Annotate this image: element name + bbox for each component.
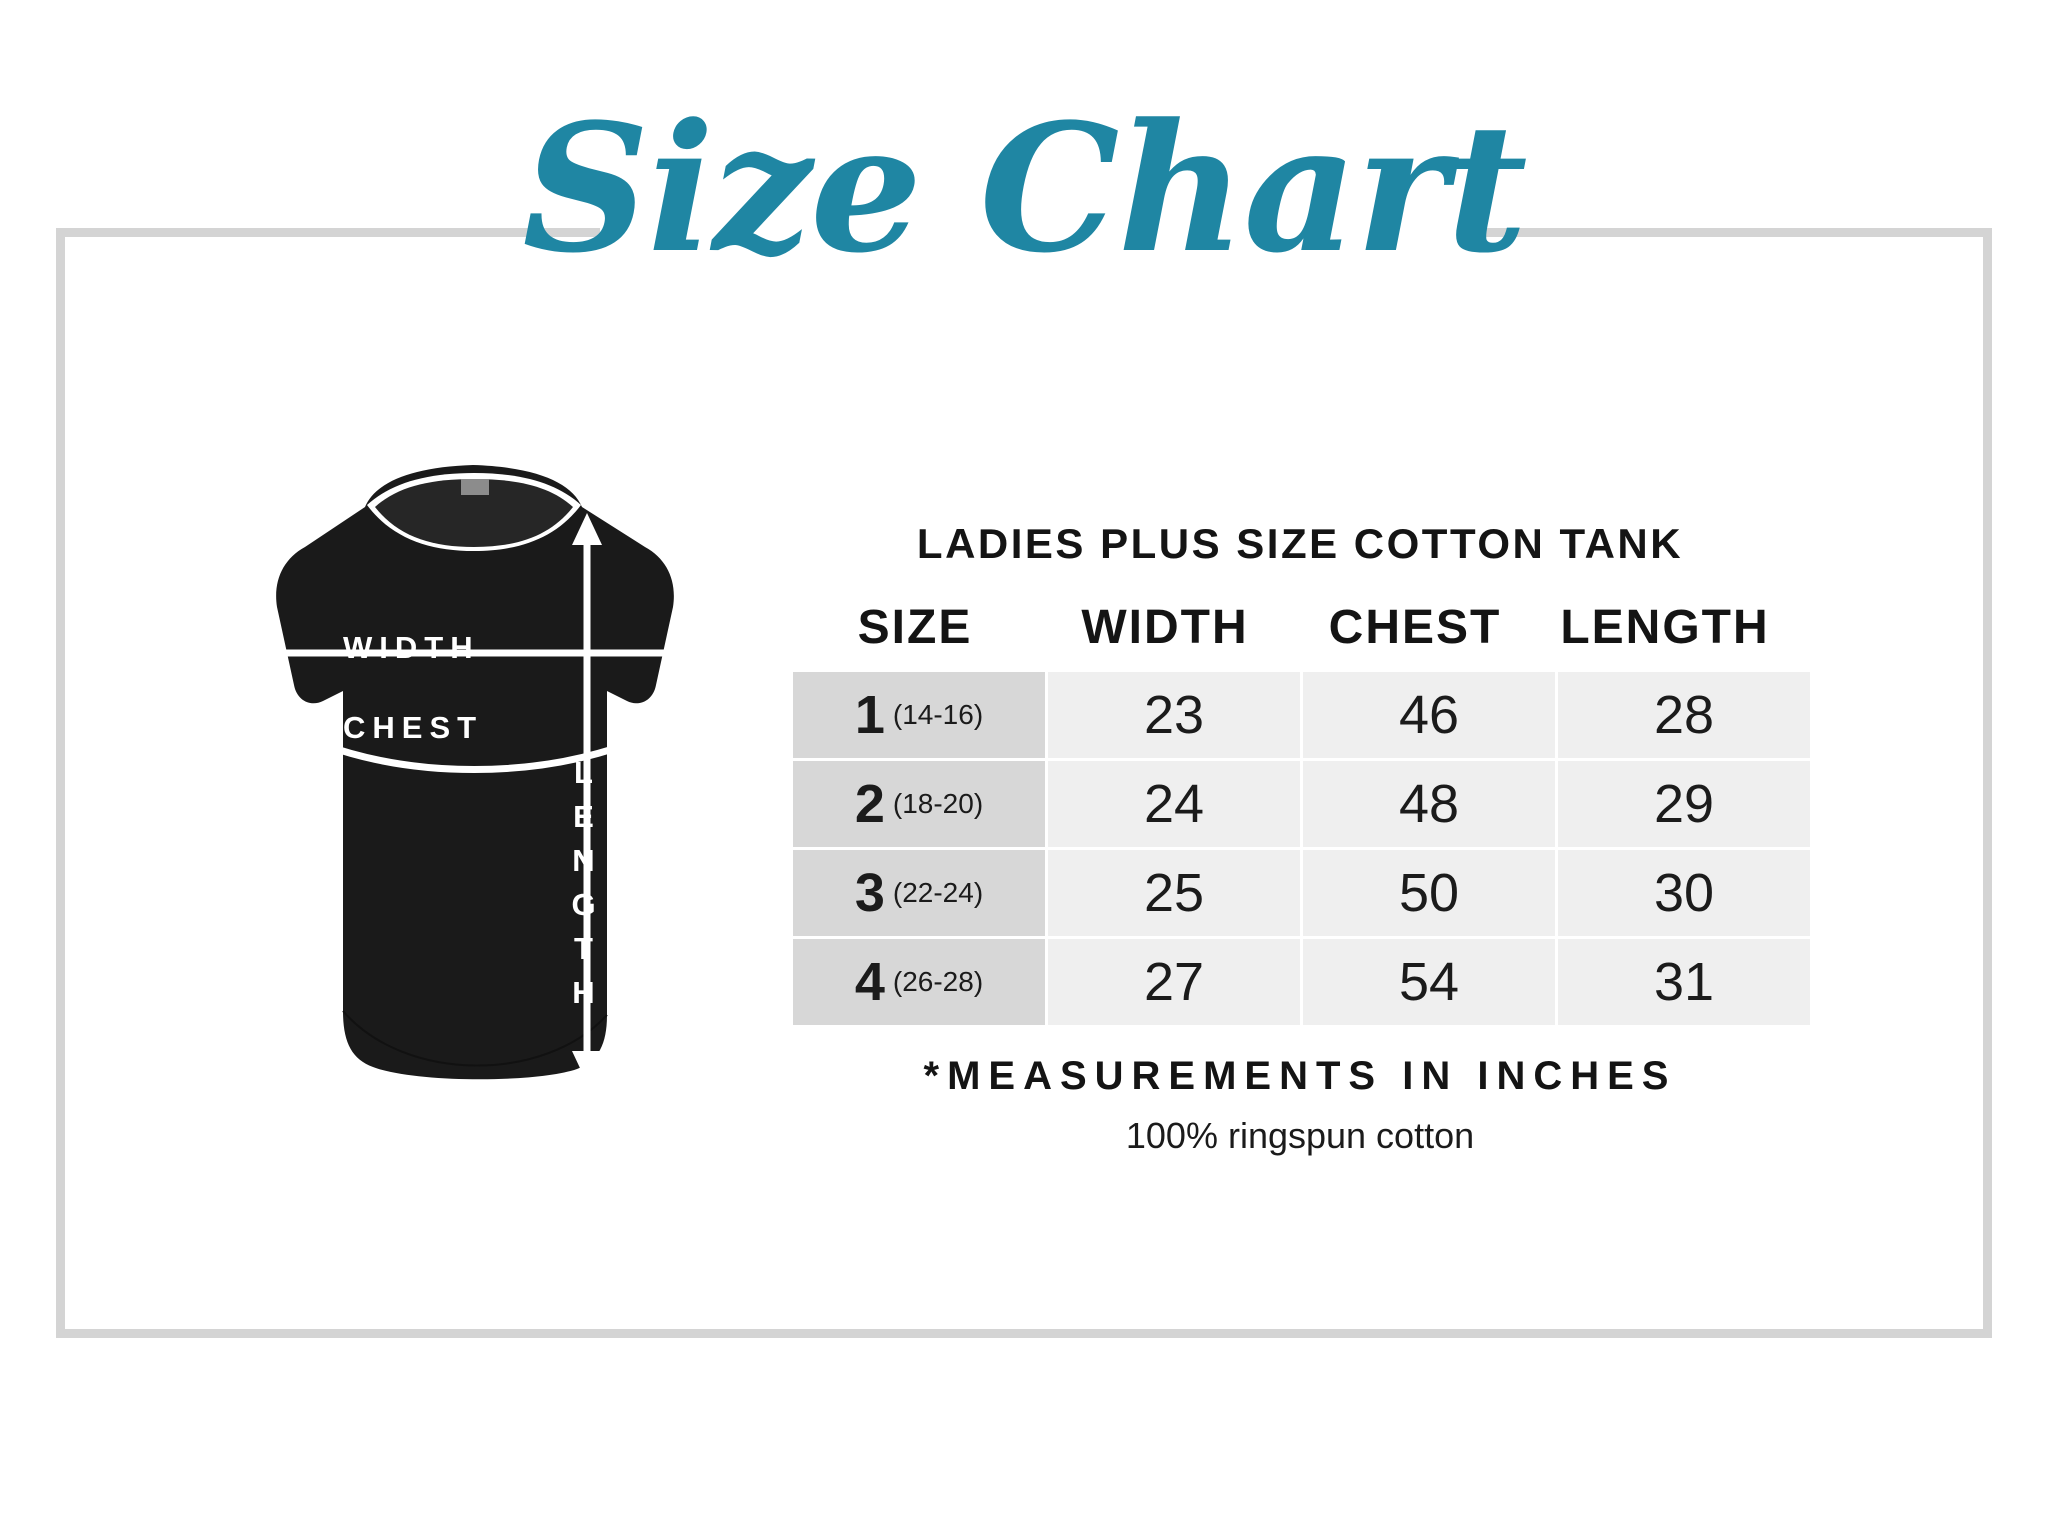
cell-chest: 48 — [1302, 760, 1557, 849]
size-number: 3 — [854, 863, 885, 923]
size-number: 2 — [854, 774, 885, 834]
table-row — [792, 938, 1812, 1027]
cell-length: 29 — [1557, 760, 1812, 849]
size-range: (26-28) — [892, 966, 984, 997]
cell-length: 28 — [1557, 671, 1812, 760]
size-table — [790, 669, 1813, 1028]
size-range: (14-16) — [892, 699, 984, 730]
size-number: 4 — [854, 952, 885, 1012]
cell-size — [792, 849, 1047, 938]
cell-length: 31 — [1557, 938, 1812, 1027]
size-range: (18-20) — [892, 788, 984, 819]
table-column-headers — [790, 600, 1810, 655]
measurements-footnote: *MEASUREMENTS IN INCHES — [923, 1054, 1677, 1098]
cell-chest: 46 — [1302, 671, 1557, 760]
table-heading: LADIES PLUS SIZE COTTON TANK — [916, 520, 1684, 567]
shirt-illustration — [215, 455, 735, 1195]
cell-length: 30 — [1557, 849, 1812, 938]
size-number: 1 — [854, 685, 885, 745]
cell-width: 25 — [1047, 849, 1302, 938]
shirt-label-width: WIDTH — [343, 630, 480, 665]
page-title: Size Chart — [522, 85, 1526, 292]
column-header-chest: CHEST — [1328, 601, 1502, 654]
column-header-size: SIZE — [857, 601, 973, 654]
size-table-block — [790, 520, 1810, 1157]
tank-top-svg — [215, 455, 735, 1195]
cell-size — [792, 938, 1047, 1027]
cell-size — [792, 671, 1047, 760]
cell-width: 27 — [1047, 938, 1302, 1027]
column-header-length: LENGTH — [1560, 601, 1770, 654]
table-row — [792, 671, 1812, 760]
size-range: (22-24) — [892, 877, 984, 908]
column-header-width: WIDTH — [1081, 601, 1249, 654]
shirt-label-length: LENGTH — [566, 755, 601, 1019]
table-row — [792, 760, 1812, 849]
cell-chest: 54 — [1302, 938, 1557, 1027]
cell-width: 24 — [1047, 760, 1302, 849]
shirt-label-chest: CHEST — [343, 710, 484, 745]
fabric-note: 100% ringspun cotton — [1125, 1115, 1475, 1156]
cell-chest: 50 — [1302, 849, 1557, 938]
cell-size — [792, 760, 1047, 849]
table-row — [792, 849, 1812, 938]
cell-width: 23 — [1047, 671, 1302, 760]
